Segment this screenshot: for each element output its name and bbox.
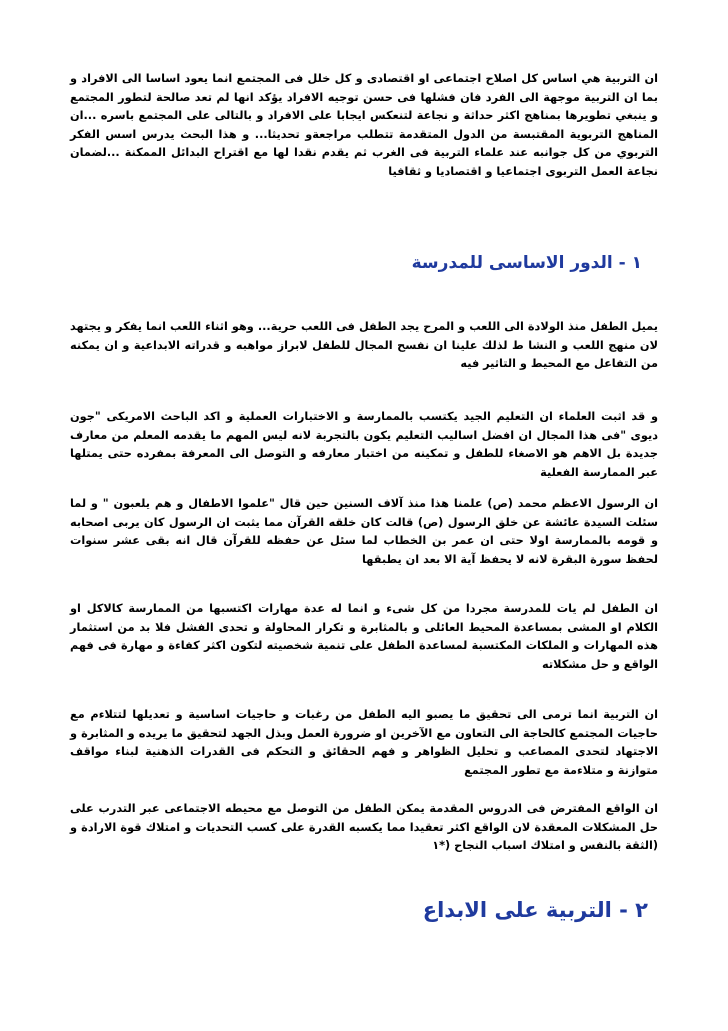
paragraph-needs: ان التربية انما ترمى الى تحقيق ما يصبو اليه الطفل من رغبات و حاجيات اساسية و تعديلها لتتلاءم مع حاجيات المجتمع كالحاجة الى التعاون مع الآخرين او ضرورة العمل وبذل الجهد لتحقيق ما يريده و المثابرة و الاجتهاد لتحدى المصاعب و تحليل الظواهر و فهم الحقائق و التحكم فى القدرات الذهنية لبناء مواقف متوازنة و متلاءمة مع تطور المجتمع <box>70 708 658 777</box>
paragraph-practice: و قد اثبت العلماء ان التعليم الجيد يكتسب بالممارسة و الاختبارات العملية و اكد الباحث الامريكى "جون ديوى "فى هذا المجال ان افضل اساليب التعليم يكون بالتجربة لانه ليس المهم ما يقدمه المعلم من معارف جديدة بل الاهم هو الاصغاء للطفل و تمكينه من اختبار معارفه و التوصل الى المعرفة بمفرده حتى يمتلها عبر الممارسة الفعلية <box>70 410 658 479</box>
intro-paragraph: ان التربية هي اساس كل اصلاح اجتماعى او اقتصادى و كل خلل فى المجتمع انما يعود اساسا الى الافراد و بما ان التربية موجهة الى الفرد فان فشلها فى حسن توجيه الافراد يؤكد انها لم تعد صالحة لتطور المجتمع و ينبغي تطويرها بمناهج اكثر حداثة و نجاعة لتنعكس ايجابا على الافراد و بالتالى على المجتمع باسره ...ان المناهج التربوية المقتبسة من الدول المتقدمة تتطلب مراجعةو تحديثا... و هذا البحث يدرس اسس الفكر التربوي من كل جوانبه عند علماء التربية فى الغرب ثم يقدم نقدا لها مع اقتراح البدائل الممكنة ...لضمان نجاعة العمل التربوى اجتماعيا و اقتصاديا و ثقافيا <box>70 72 658 178</box>
paragraph-play: يميل الطفل منذ الولادة الى اللعب و المرح يجد الطفل فى اللعب حرية... وهو اثناء اللعب انما يفكر و يجتهد لان منهج اللعب و النشا ط لذلك علينا ان نفسح المجال للطفل لابراز مواهبه و قدراته الابداعية و ان يمكنه من التفاعل مع المحيط و التاثير فيه <box>70 320 658 371</box>
paragraph-skills: ان الطفل لم يات للمدرسة مجردا من كل شىء و انما له عدة مهارات اكتسبها من الممارسة كالاكل او الكلام او المشى بمساعدة المحيط العائلى و بالمثابرة و تكرار المحاولة و تحدى الفشل فلا بد من استثمار هذه المهارات و الملكات المكتسبة لمساعدة الطفل على تنمية شخصيته لتكون اكثر كفاءة و مهارة فى فهم الواقع و حل مشكلاته <box>70 602 658 671</box>
paragraph-reality: ان الواقع المفترض فى الدروس المقدمة يمكن الطفل من التوصل مع محيطه الاجتماعى عبر التدرب على حل المشكلات المعقدة لان الواقع اكثر تعقيدا مما يكسبه القدرة على كسب التحديات و امتلاك قوة الارادة و (الثقة بالنفس و امتلاك اسباب النجاح (*١ <box>70 802 658 853</box>
section-1-heading: ١ - الدور الاساسى للمدرسة <box>411 253 642 273</box>
section-2-heading: ٢ - التربية على الابداع <box>422 898 648 922</box>
paragraph-prophet: ان الرسول الاعظم محمد (ص) علمنا هذا منذ آلاف السنين حين قال "علموا الاطفال و هم يلعبون " و لما سئلت السيدة عائشة عن خلق الرسول (ص) قالت كان خلقه القرآن مما يثبت ان الرسول كان يربى اصحابه و قومه بالممارسة اولا حتى ان عمر بن الخطاب لما سئل عن حفظه للقرآن قال انه بقى عشر سنوات لحفظ سورة البقرة لانه لا يحفظ آية الا بعد ان يطبقها <box>70 497 658 566</box>
